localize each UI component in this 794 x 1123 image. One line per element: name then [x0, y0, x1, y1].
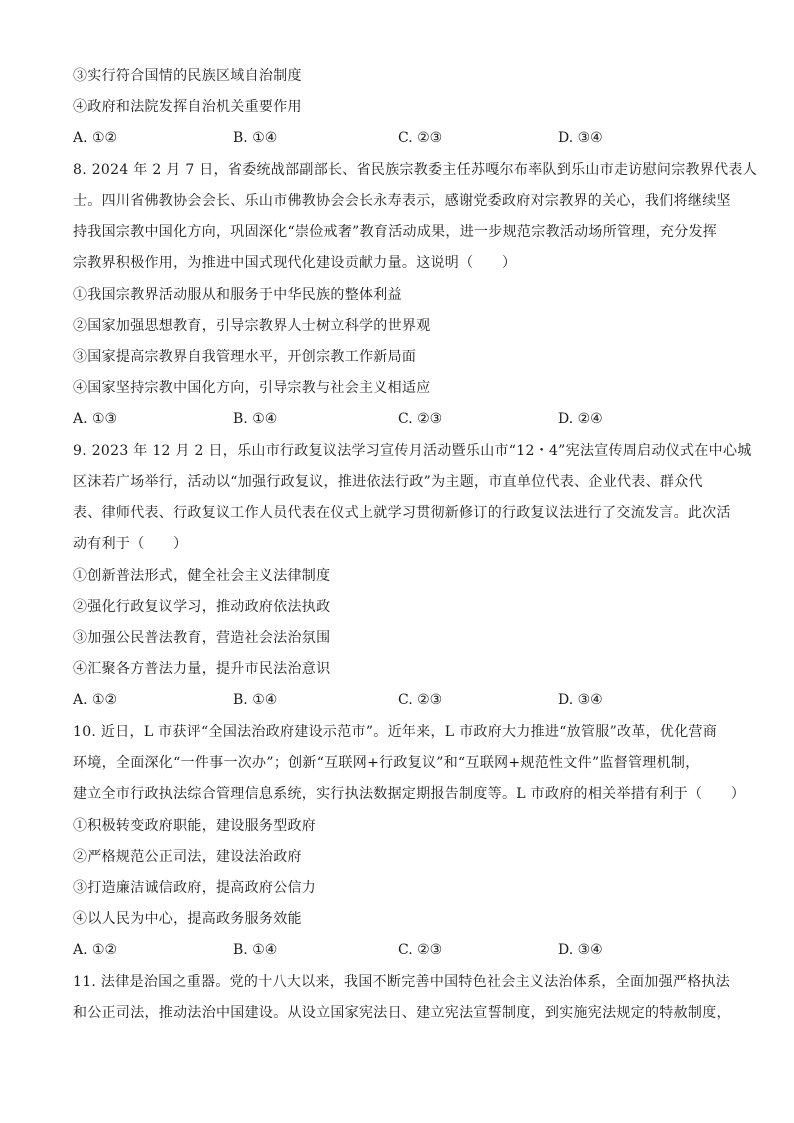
- q10-choice-a: A. ①②: [73, 942, 118, 958]
- q9-option-1: ①创新普法形式，健全社会主义法律制度: [73, 568, 331, 584]
- q10-choice-b: B. ①④: [233, 942, 278, 958]
- q7-choice-b: B. ①④: [233, 130, 278, 146]
- q9-choice-d: D. ③④: [558, 692, 603, 708]
- q8-stem-line-1: 8. 2024 年 2 月 7 日，省委统战部副部长、省民族宗教委主任苏嘎尔布率队到乐山市走访慰问宗教界代表人: [73, 162, 757, 178]
- q8-choice-b: B. ①④: [233, 411, 278, 427]
- q10-choice-c: C. ②③: [398, 942, 443, 958]
- q7-option-4: ④政府和法院发挥自治机关重要作用: [73, 99, 302, 115]
- q10-stem-line-3: 建立全市行政执法综合管理信息系统，实行执法数据定期报告制度等。L 市政府的相关举措有利于（ ）: [73, 786, 746, 802]
- q9-stem-line-4: 动有利于（ ）: [73, 536, 188, 552]
- q8-option-3: ③国家提高宗教界自我管理水平，开创宗教工作新局面: [73, 349, 417, 365]
- q10-stem-line-1: 10. 近日，L 市获评“全国法治政府建设示范市”。近年来，L 市政府大力推进“放管服”改革，优化营商: [73, 724, 718, 740]
- q8-choice-d: D. ②④: [558, 411, 603, 427]
- q9-option-2: ②强化行政复议学习，推动政府依法执政: [73, 599, 331, 615]
- q9-stem-line-3: 表、律师代表、行政复议工作人员代表在仪式上就学习贯彻新修订的行政复议法进行了交流发言。此次活: [73, 505, 731, 521]
- q8-choices: [73, 409, 733, 429]
- q9-choice-b: B. ①④: [233, 692, 278, 708]
- q10-choice-d: D. ③④: [558, 942, 603, 958]
- q9-choices: [73, 690, 733, 710]
- q7-choice-a: A. ①②: [73, 130, 118, 146]
- q11-stem-line-1: 11. 法律是治国之重器。党的十八大以来，我国不断完善中国特色社会主义法治体系，全面加强严格执法: [73, 974, 731, 990]
- q10-option-1: ①积极转变政府职能，建设服务型政府: [73, 818, 317, 834]
- q10-option-3: ③打造廉洁诚信政府，提高政府公信力: [73, 880, 317, 896]
- q10-option-4: ④以人民为中心，提高政务服务效能: [73, 911, 302, 927]
- q9-option-3: ③加强公民普法教育，营造社会法治氛围: [73, 630, 331, 646]
- q11-stem-line-2: 和公正司法，推动法治中国建设。从设立国家宪法日、建立宪法宣誓制度，到实施宪法规定的特赦制度，: [73, 1005, 731, 1021]
- q8-choice-a: A. ①③: [73, 411, 118, 427]
- q8-option-2: ②国家加强思想教育，引导宗教界人士树立科学的世界观: [73, 318, 431, 334]
- q8-stem-line-4: 宗教界积极作用，为推进中国式现代化建设贡献力量。这说明（ ）: [73, 255, 517, 271]
- q8-stem-line-2: 士。四川省佛教协会会长、乐山市佛教协会会长永寿表示，感谢党委政府对宗教界的关心，我们将继续坚: [73, 193, 731, 209]
- q9-stem-line-1: 9. 2023 年 12 月 2 日，乐山市行政复议法学习宣传月活动暨乐山市“12・4”宪法宣传周启动仪式在中心城: [73, 443, 752, 459]
- q10-choices: [73, 940, 733, 960]
- q9-option-4: ④汇聚各方普法力量，提升市民法治意识: [73, 661, 331, 677]
- q8-option-4: ④国家坚持宗教中国化方向，引导宗教与社会主义相适应: [73, 380, 431, 396]
- q10-stem-line-2: 环境，全面深化“一件事一次办”；创新“互联网+行政复议”和“互联网+规范性文件”监督管理机制，: [73, 755, 700, 771]
- q7-option-3: ③实行符合国情的民族区域自治制度: [73, 68, 302, 84]
- q8-option-1: ①我国宗教界活动服从和服务于中华民族的整体利益: [73, 287, 402, 303]
- q7-choice-d: D. ③④: [558, 130, 603, 146]
- q9-choice-a: A. ①②: [73, 692, 118, 708]
- q8-stem-line-3: 持我国宗教中国化方向，巩固深化“崇俭戒奢”教育活动成果，进一步规范宗教活动场所管理，充分发挥: [73, 224, 718, 240]
- q7-choices: [73, 128, 733, 148]
- q9-stem-line-2: 区沫若广场举行，活动以“加强行政复议，推进依法行政”为主题，市直单位代表、企业代表、群众代: [73, 474, 703, 490]
- q7-choice-c: C. ②③: [398, 130, 443, 146]
- q10-option-2: ②严格规范公正司法，建设法治政府: [73, 849, 302, 865]
- q9-choice-c: C. ②③: [398, 692, 443, 708]
- q8-choice-c: C. ②③: [398, 411, 443, 427]
